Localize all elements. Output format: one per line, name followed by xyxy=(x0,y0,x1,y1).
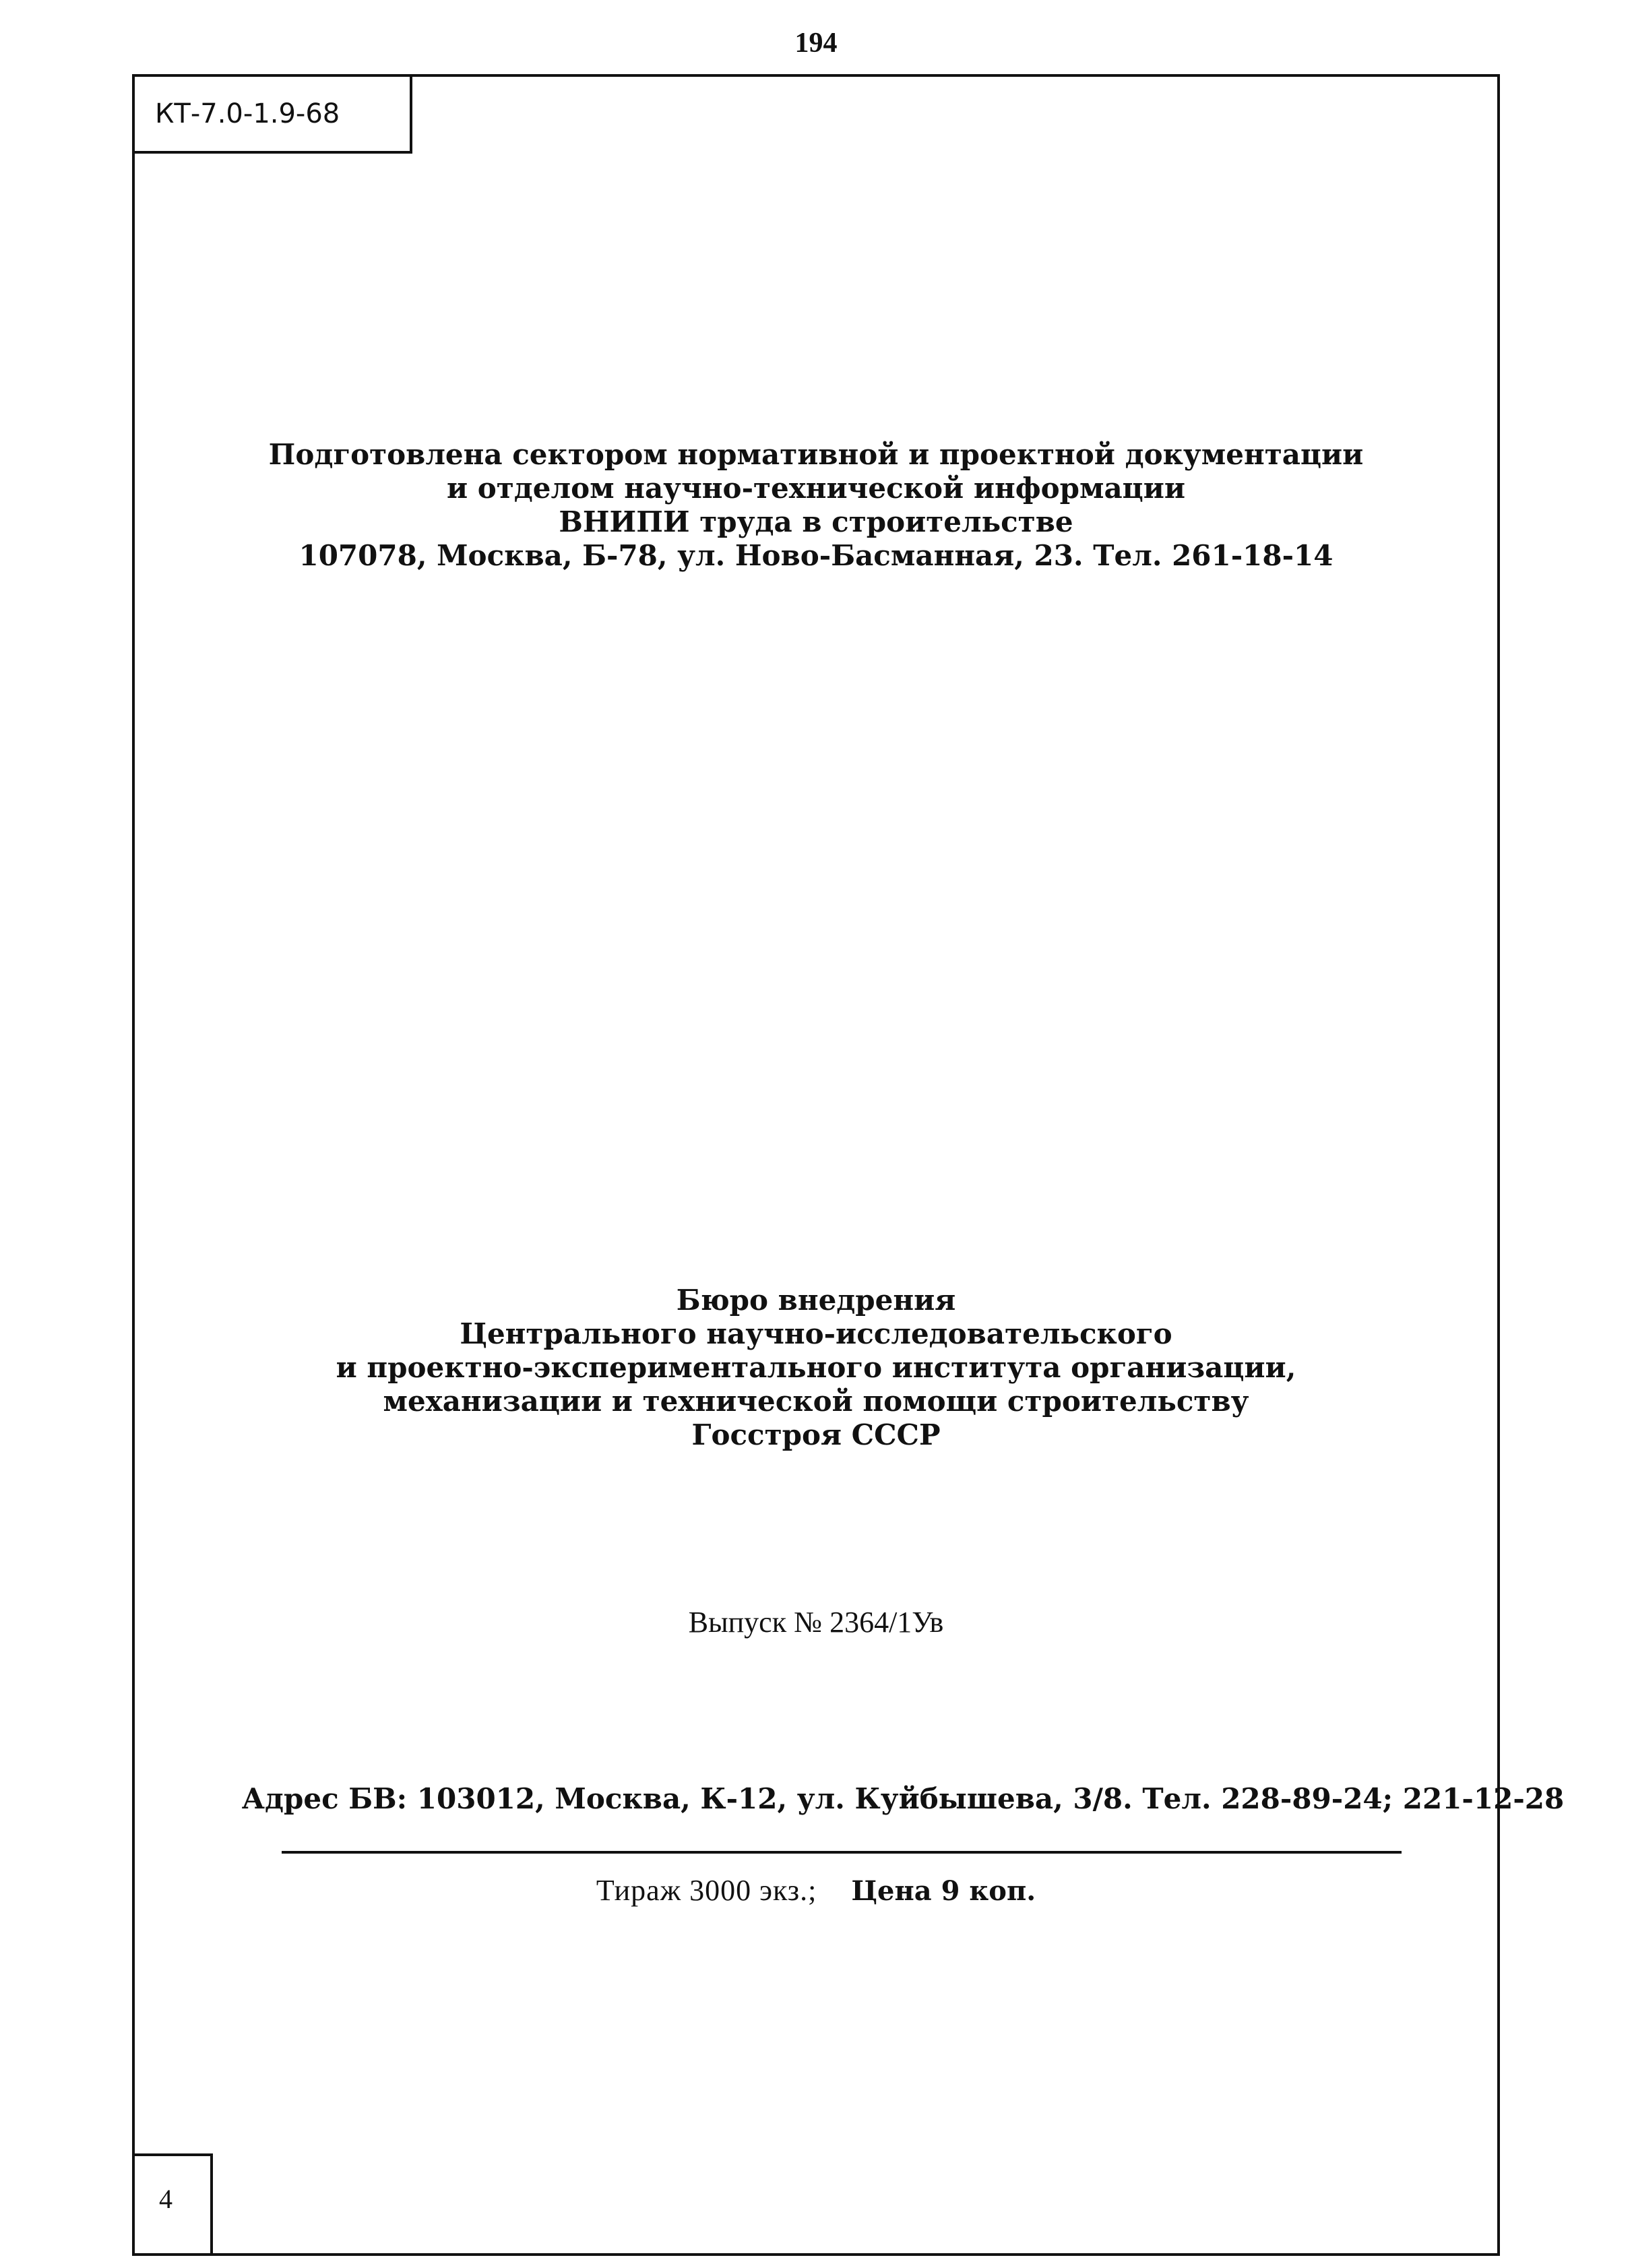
prepared-by-line: ВНИПИ труда в строительстве xyxy=(559,505,1073,538)
prepared-by-line: Подготовлена сектором нормативной и проектной документации xyxy=(268,438,1364,471)
document-code-box: КТ-7.0-1.9-68 xyxy=(132,74,412,154)
prepared-by-address: 107078, Москва, Б-78, ул. Ново-Басманная, 23. Тел. 261-18-14 xyxy=(299,539,1333,572)
page-frame xyxy=(132,74,1500,2256)
bureau-line: Центрального научно-исследовательского xyxy=(460,1317,1172,1350)
bureau-block xyxy=(0,1284,1632,1452)
prepared-by-block xyxy=(0,438,1632,573)
bureau-line: и проектно-экспериментального института организации, xyxy=(336,1351,1296,1384)
price: Цена 9 коп. xyxy=(851,1875,1036,1907)
bureau-line: механизации и технической помощи строительству xyxy=(383,1385,1249,1418)
prepared-by-line: и отделом научно-технической информации xyxy=(446,472,1186,505)
print-info xyxy=(0,1873,1632,1908)
page-number: 194 xyxy=(794,28,838,59)
issue-number: Выпуск № 2364/1Ув xyxy=(688,1606,944,1639)
bureau-line: Бюро внедрения xyxy=(676,1284,956,1317)
sheet-number-box: 4 xyxy=(132,2153,213,2256)
divider-rule xyxy=(282,1851,1402,1854)
bureau-address: Адрес БВ: 103012, Москва, К-12, ул. Куйбышева, 3/8. Тел. 228-89-24; 221-12-28 xyxy=(241,1782,1565,1815)
print-run: Тираж 3000 экз.; xyxy=(596,1874,817,1907)
bureau-line: Госстроя СССР xyxy=(691,1418,941,1451)
